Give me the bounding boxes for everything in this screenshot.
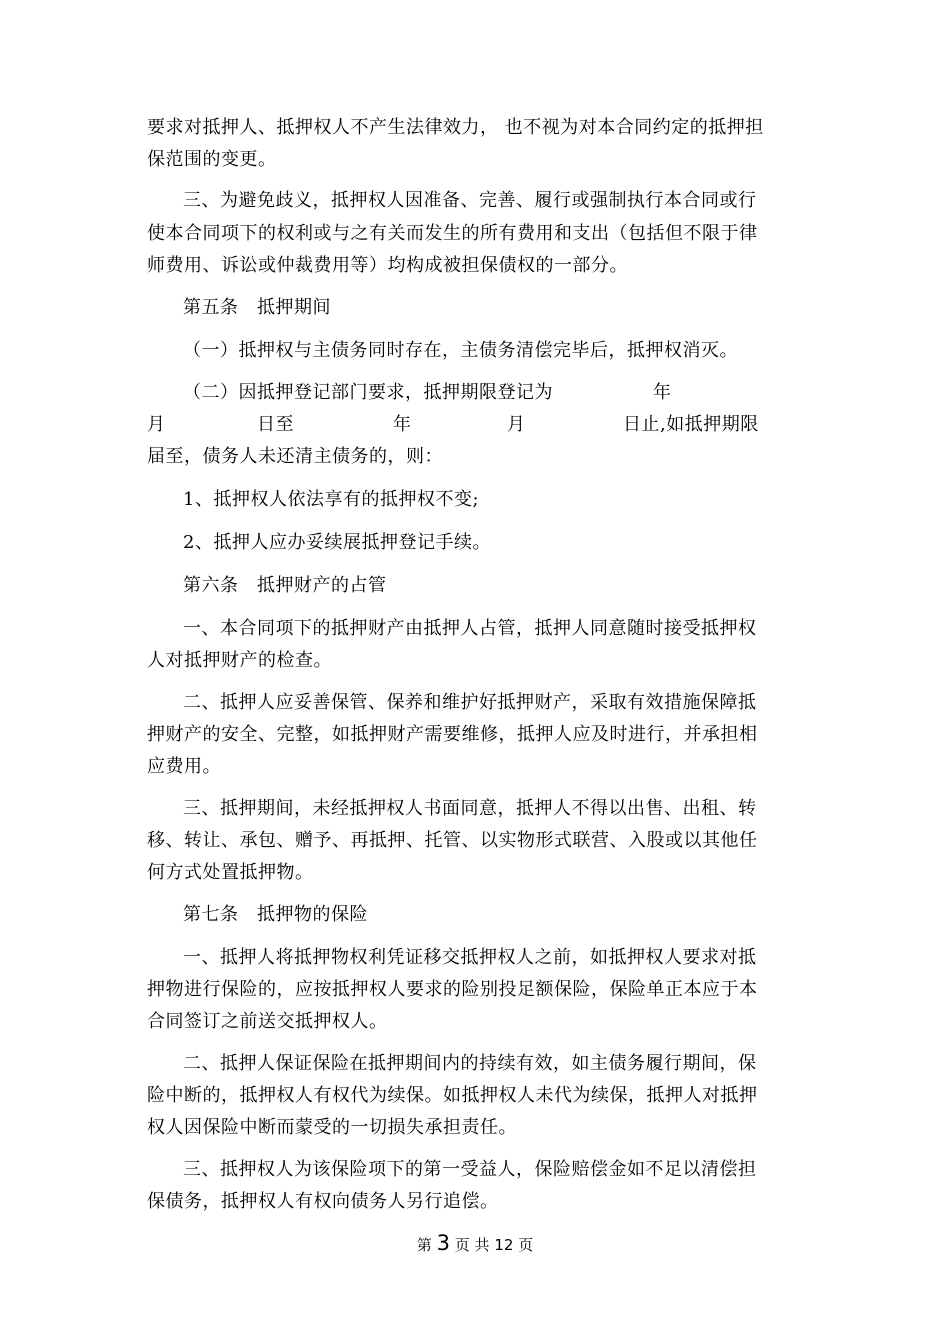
month-label-2: 月 (507, 414, 526, 435)
total-pages: 12 (494, 1236, 514, 1254)
paragraph-line: 要求对抵押人、抵押权人不产生法律效力， 也不视为对本合同约定的抵押担 (147, 117, 764, 138)
article-heading: 第六条 抵押财产的占管 (183, 575, 387, 596)
period-clause-text: （二）因抵押登记部门要求，抵押期限登记为 (183, 382, 553, 403)
paragraph-line: 一、本合同项下的抵押财产由抵押人占管，抵押人同意随时接受抵押权 (183, 618, 757, 639)
paragraph-line: 使本合同项下的权利或与之有关而发生的所有费用和支出（包括但不限于律 (147, 223, 758, 244)
paragraph-line: 三、抵押权人为该保险项下的第一受益人，保险赔偿金如不足以清偿担 (183, 1159, 757, 1180)
paragraph-line: 人对抵押财产的检查。 (147, 650, 332, 671)
footer-suffix: 页 (518, 1236, 534, 1254)
paragraph-line: 2、抵押人应办妥续展抵押登记手续。 (183, 532, 491, 553)
paragraph-line: 合同签订之前送交抵押权人。 (147, 1011, 388, 1032)
paragraph-line (183, 380, 803, 406)
paragraph-line: 届至，债务人未还清主债务的，则： (147, 446, 443, 467)
page-footer (0, 1231, 950, 1257)
paragraph-line: 三、为避免歧义，抵押权人因准备、完善、履行或强制执行本合同或行 (183, 190, 757, 211)
date-fill-line (147, 412, 807, 438)
paragraph-line: 三、抵押期间，未经抵押权人书面同意，抵押人不得以出售、出租、转 (183, 798, 757, 819)
paragraph-line: 移、转让、承包、赠予、再抵押、托管、以实物形式联营、入股或以其他任 (147, 830, 758, 851)
paragraph-line: 保范围的变更。 (147, 149, 277, 170)
year-label: 年 (653, 382, 672, 403)
day-from-label: 日至 (257, 414, 294, 435)
article-heading: 第五条 抵押期间 (183, 297, 331, 318)
paragraph-line: 押物进行保险的，应按抵押权人要求的险别投足额保险，保险单正本应于本 (147, 979, 758, 1000)
paragraph-line: 二、抵押人应妥善保管、保养和维护好抵押财产，采取有效措施保障抵 (183, 692, 757, 713)
year-label-2: 年 (393, 414, 412, 435)
paragraph-line: 二、抵押人保证保险在抵押期间内的持续有效，如主债务履行期间，保 (183, 1053, 757, 1074)
article-heading: 第七条 抵押物的保险 (183, 904, 368, 925)
day-until-label: 日止,如抵押期限 (623, 414, 759, 435)
paragraph-line: 1、抵押权人依法享有的抵押权不变; (183, 489, 480, 510)
paragraph-line: 权人因保险中断而蒙受的一切损失承担责任。 (147, 1117, 517, 1138)
paragraph-line: 何方式处置抵押物。 (147, 862, 314, 883)
page-number: 3 (436, 1231, 450, 1255)
month-label: 月 (147, 414, 166, 435)
footer-middle: 页 共 (454, 1236, 490, 1254)
footer-prefix: 第 (416, 1236, 432, 1254)
paragraph-line: 一、抵押人将抵押物权利凭证移交抵押权人之前，如抵押权人要求对抵 (183, 947, 757, 968)
paragraph-line: 应费用。 (147, 756, 221, 777)
paragraph-line: 押财产的安全、完整，如抵押财产需要维修，抵押人应及时进行，并承担相 (147, 724, 758, 745)
paragraph-line: 险中断的，抵押权人有权代为续保。如抵押权人未代为续保，抵押人对抵押 (147, 1085, 758, 1106)
paragraph-line: （一）抵押权与主债务同时存在，主债务清偿完毕后，抵押权消灭。 (183, 340, 738, 361)
paragraph-line: 师费用、诉讼或仲裁费用等）均构成被担保债权的一部分。 (147, 255, 628, 276)
paragraph-line: 保债务，抵押权人有权向债务人另行追偿。 (147, 1191, 499, 1212)
